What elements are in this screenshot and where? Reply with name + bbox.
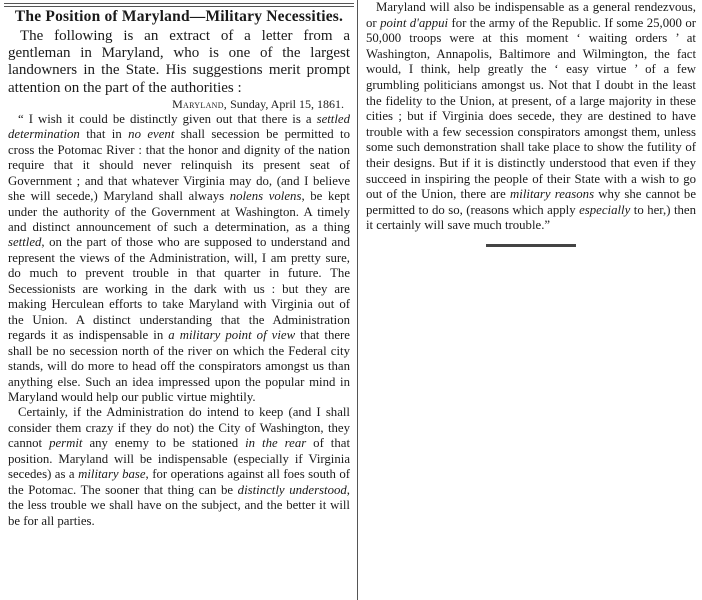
article-headline: The Position of Maryland—Military Necessities.	[14, 8, 344, 25]
text-run: , on the part of those who are supposed to understand and represent the views of the Administration, will, I am pretty sure, do much to prevent trouble in that quarter in future. The Secessionists are working in the dark with us : but they are making Herculean efforts to take Maryland with Virginia out of the Union. A distinct understanding that the Administration regards it as indispensable in	[8, 235, 350, 343]
dateline	[8, 97, 350, 112]
text-run: any enemy to be stationed	[82, 436, 246, 451]
column-divider	[357, 0, 358, 600]
text-run: that there shall be no secession north of the river on which the Federal city stands, will do more to head off the conspirators amongst us than anything else. Such an idea impressed upon the popular mind in Maryland would help our public virtue mightily.	[8, 328, 350, 404]
emphasis: in the rear	[245, 436, 307, 451]
dateline-date: Sunday, April 15, 1861.	[230, 96, 344, 111]
emphasis: nolens volens	[229, 189, 302, 204]
text-run: shall secession be permitted to cross the Potomac River : that the honor and dignity of the nation require that it should never relinquish its present seat of Government ; and that whatever Virginia may do, (and I believe she will secede,) Maryland shall always	[8, 127, 350, 204]
text-run: why she cannot be permitted to do so, (reasons which apply	[366, 187, 697, 217]
text-run: , for operations against all foes south of the Potomac. The sooner that thing can be	[8, 467, 350, 497]
emphasis: settled determination	[8, 111, 350, 142]
letter-paragraph-3	[366, 0, 696, 234]
text-run: that in	[79, 127, 129, 142]
emphasis: no event	[128, 127, 175, 142]
dateline-place: Maryland,	[172, 96, 228, 111]
text-run: Certainly, if the Administration do intend to keep (and I shall consider them crazy if they do not) the City of Washington, they cannot	[8, 405, 350, 451]
text-run: “ I wish it could be distinctly given out that there is a	[18, 111, 317, 126]
emphasis: military reasons	[510, 187, 595, 202]
emphasis: permit	[49, 436, 83, 451]
right-column	[366, 0, 696, 247]
end-rule	[486, 244, 576, 247]
emphasis: distinctly understood	[237, 482, 347, 497]
left-column	[8, 0, 350, 529]
article-lead: The following is an extract of a letter from a gentleman in Maryland, who is one of the largest landowners in the State. His suggestions merit prompt attention on the part of the authorities :	[8, 28, 350, 96]
text-run: of that position. Maryland will be indispensable (especially if Virginia secedes) as a	[8, 436, 350, 482]
text-run: for the army of the Republic. If some 25,000 or 50,000 troops were at this moment ‘ waiting orders ’ at Washington, Annapolis, Baltimore and Wilmington, the fact would, I think, help greatly the ‘ easy virtue ’ of a few grumbling politicians amongst us. Not that I doubt in the least the fidelity to the Union, at present, of a large majority in these cities ; but if Virginia does secede, they are destined to have trouble with a few secession conspirators amongst them, unless some such demonstration shall take place to show the futility of their designs. But if it is distinctly understood that even if they succeed in inspiring the people of their State with a wish to go out of the Union, there are	[366, 15, 697, 202]
text-run: , the less trouble we shall have on the subject, and the better it will be for all parties.	[8, 482, 350, 528]
emphasis: point d'appui	[380, 15, 449, 30]
letter-paragraph-1	[8, 112, 350, 406]
emphasis: a military point of view	[168, 328, 296, 343]
emphasis: especially	[579, 202, 631, 217]
emphasis: settled	[8, 235, 42, 250]
text-run: Maryland will also be indispensable as a general rendezvous, or	[366, 0, 696, 30]
text-run: , be kept under the authority of the Government at Washington. A timely and distinct announcement of such a determination, as a thing	[8, 189, 350, 234]
emphasis: military base	[78, 467, 146, 482]
letter-paragraph-2	[8, 405, 350, 529]
text-run: to her,) then it certainly will save much trouble.”	[366, 202, 697, 233]
